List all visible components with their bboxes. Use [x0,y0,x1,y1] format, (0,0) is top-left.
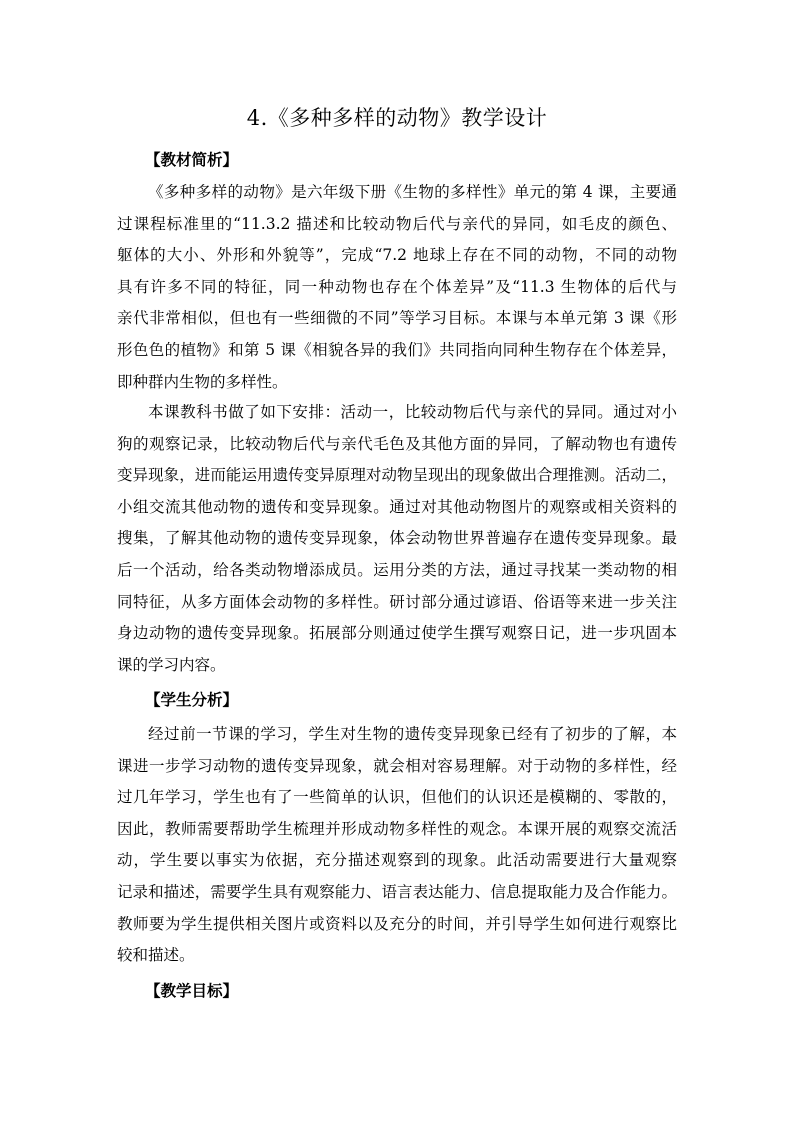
text-line: 《多种多样的动物》是六年级下册《生物的多样性》单元的第 4 课，主要通 [148,183,677,201]
text-line: 搜集，了解其他动物的遗传变异现象，体会动物世界普遍存在遗传变异现象。最 [117,529,677,548]
text-line: 课进一步学习动物的遗传变异现象，就会相对容易理解。对于动物的多样性，经 [117,756,677,775]
text-line: 小组交流其他动物的遗传和变异现象。通过对其他动物图片的观察或相关资料的 [117,497,677,516]
text-line: 过课程标准里的“11.3.2 描述和比较动物后代与亲代的异同，如毛皮的颜色、 [117,214,677,233]
text-line: 课的学习内容。 [117,655,226,674]
text-line: 本课教科书做了如下安排：活动一，比较动物后代与亲代的异同。通过对小 [148,403,677,421]
text-line: 身边动物的遗传变异现象。拓展部分则通过使学生撰写观察日记，进一步巩固本 [117,624,677,643]
paragraph-textbook-analysis-2 [117,397,677,681]
text-line: 较和描述。 [117,946,195,965]
text-line: 动，学生要以事实为依据，充分描述观察到的现象。此活动需要进行大量观察 [117,851,677,870]
text-line: 教师要为学生提供相关图片或资料以及充分的时间，并引导学生如何进行观察比 [117,914,677,933]
text-line: 亲代非常相似，但也有一些细微的不同”等学习目标。本课与本单元第 3 课《形 [117,309,677,328]
paragraph-student-analysis-1 [117,719,677,972]
section-heading-student-analysis: 【学生分析】 [145,690,239,709]
text-line: 同特征，从多方面体会动物的多样性。研讨部分通过谚语、俗语等来进一步关注 [117,592,677,611]
text-line: 即种群内生物的多样性。 [117,372,288,391]
section-heading-textbook-analysis: 【教材简析】 [145,150,239,169]
paragraph-textbook-analysis-1 [117,177,677,398]
text-line: 因此，教师需要帮助学生梳理并形成动物多样性的观念。本课开展的观察交流活 [117,819,677,838]
text-line: 过几年学习，学生也有了一些简单的认识，但他们的认识还是模糊的、零散的， [117,788,677,807]
text-line: 经过前一节课的学习，学生对生物的遗传变异现象已经有了初步的了解，本 [148,725,677,743]
text-line: 躯体的大小、外形和外貌等”，完成“7.2 地球上存在不同的动物，不同的动物 [117,246,677,265]
text-line: 变异现象，进而能运用遗传变异原理对动物呈现出的现象做出合理推测。活动二， [117,466,677,485]
document-title: 4.《多种多样的动物》教学设计 [246,106,548,130]
text-line: 形色色的植物》和第 5 课《相貌各异的我们》共同指向同种生物存在个体差异， [117,340,677,359]
text-line: 具有许多不同的特征，同一种动物也存在个体差异”及“11.3 生物体的后代与 [117,277,677,296]
section-heading-teaching-objectives: 【教学目标】 [145,981,239,1000]
text-line: 后一个活动，给各类动物增添成员。运用分类的方法，通过寻找某一类动物的相 [117,560,677,579]
text-line: 狗的观察记录，比较动物后代与亲代毛色及其他方面的异同，了解动物也有遗传 [117,434,677,453]
text-line: 记录和描述，需要学生具有观察能力、语言表达能力、信息提取能力及合作能力。 [117,882,677,901]
